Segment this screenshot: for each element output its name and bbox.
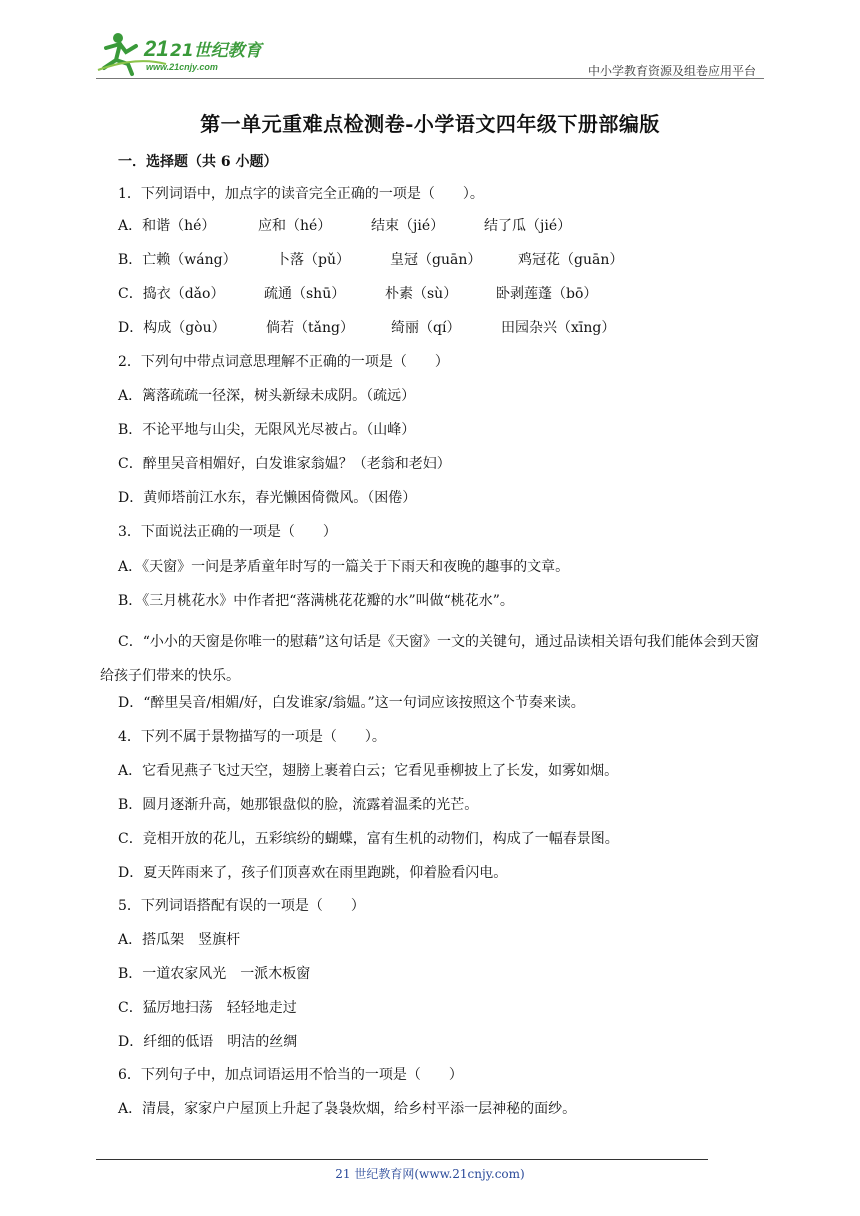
logo xyxy=(96,26,266,78)
question-3-stem: 3．下面说法正确的一项是（ ） xyxy=(118,524,337,540)
question-4-option-d: D．夏天阵雨来了，孩子们顶喜欢在雨里跑跳，仰着脸看闪电。 xyxy=(118,865,508,881)
logo-text: 21世纪教育 xyxy=(170,41,262,61)
option-word: 应和（hé） xyxy=(258,218,332,234)
section-heading: 一．选择题（共 6 小题） xyxy=(118,154,278,170)
option-word: 卧剥莲蓬（bō） xyxy=(496,286,598,302)
question-6-option-a: A．清晨，家家户户屋顶上升起了袅袅炊烟，给乡村平添一层神秘的面纱。 xyxy=(118,1101,577,1117)
question-2-option-c: C．醉里吴音相媚好，白发谁家翁媪？（老翁和老妇） xyxy=(118,456,451,472)
question-4-option-c: C．竞相开放的花儿，五彩缤纷的蝴蝶，富有生机的动物们，构成了一幅春景图。 xyxy=(118,831,619,847)
question-5-option-c: C．猛厉地扫荡 轻轻地走过 xyxy=(118,1000,297,1016)
question-4-option-a: A．它看见燕子飞过天空，翅膀上裹着白云；它看见垂柳披上了长发，如雾如烟。 xyxy=(118,763,619,779)
question-4-stem: 4．下列不属于景物描写的一项是（ ）。 xyxy=(118,729,386,745)
question-2-option-a: A．篱落疏疏一径深，树头新绿未成阴。（疏远） xyxy=(118,388,416,404)
question-5-option-a: A．搭瓜架 竖旗杆 xyxy=(118,932,241,948)
header-divider xyxy=(96,78,764,79)
question-1-stem: 1．下列词语中，加点字的读音完全正确的一项是（ ）。 xyxy=(118,186,484,202)
option-word: D．构成（gòu） xyxy=(118,320,226,336)
question-2-option-b: B．不论平地与山尖，无限风光尽被占。（山峰） xyxy=(118,422,416,438)
page-title: 第一单元重难点检测卷-小学语文四年级下册部编版 xyxy=(200,112,660,136)
option-word: 皇冠（guān） xyxy=(390,252,482,268)
option-word: B．亡赖（wáng） xyxy=(118,252,237,268)
option-word: 鸡冠花（guān） xyxy=(518,252,624,268)
question-6-stem: 6．下列句子中，加点词语运用不恰当的一项是（ ） xyxy=(118,1067,463,1083)
option-word: 结了瓜（jié） xyxy=(484,218,572,234)
option-word: A．和谐（hé） xyxy=(118,218,216,234)
question-3-option-a: A．《天窗》一问是茅盾童年时写的一篇关于下雨天和夜晚的趣事的文章。 xyxy=(118,559,570,575)
page-header xyxy=(96,26,764,78)
option-word: 倘若（tǎng） xyxy=(266,320,354,336)
svg-text:21: 21 xyxy=(144,36,169,61)
option-word: 绮丽（qí） xyxy=(391,320,461,336)
question-3-option-b: B．《三月桃花水》中作者把“落满桃花花瓣的水”叫做“桃花水”。 xyxy=(118,593,514,609)
option-word: 卜落（pǔ） xyxy=(276,252,350,268)
option-word: 疏通（shū） xyxy=(264,286,346,302)
question-5-option-b: B．一道农家风光 一派木板窗 xyxy=(118,966,311,982)
header-platform-text: 中小学教育资源及组卷应用平台 xyxy=(587,64,756,78)
option-word: 田园杂兴（xīng） xyxy=(501,320,616,336)
option-word: C．捣衣（dǎo） xyxy=(118,286,225,302)
question-4-option-b: B．圆月逐渐升高，她那银盘似的脸，流露着温柔的光芒。 xyxy=(118,797,479,813)
option-word: 结束（jié） xyxy=(371,218,445,234)
question-3-option-c: C．“小小的天窗是你唯一的慰藉”这句话是《天窗》一文的关键句，通过品读相关语句我们能体会到天窗给孩子们带来的快乐。 xyxy=(100,634,760,684)
question-5-stem: 5．下列词语搭配有误的一项是（ ） xyxy=(118,898,365,914)
question-3-option-d: D．“醉里吴音/相媚/好，白发谁家/翁媪。”这一句词应该按照这个节奏来读。 xyxy=(118,695,585,711)
page-footer: 21 世纪教育网(www.21cnjy.com) xyxy=(335,1167,525,1181)
footer-divider xyxy=(96,1159,708,1160)
option-word: 朴素（sù） xyxy=(385,286,458,302)
question-5-option-d: D．纤细的低语 明洁的丝绸 xyxy=(118,1034,298,1050)
logo-url: www.21cnjy.com xyxy=(146,62,218,72)
question-2-stem: 2．下列句中带点词意思理解不正确的一项是（ ） xyxy=(118,354,449,370)
question-2-option-d: D．黄师塔前江水东，春光懒困倚微风。（困倦） xyxy=(118,490,417,506)
